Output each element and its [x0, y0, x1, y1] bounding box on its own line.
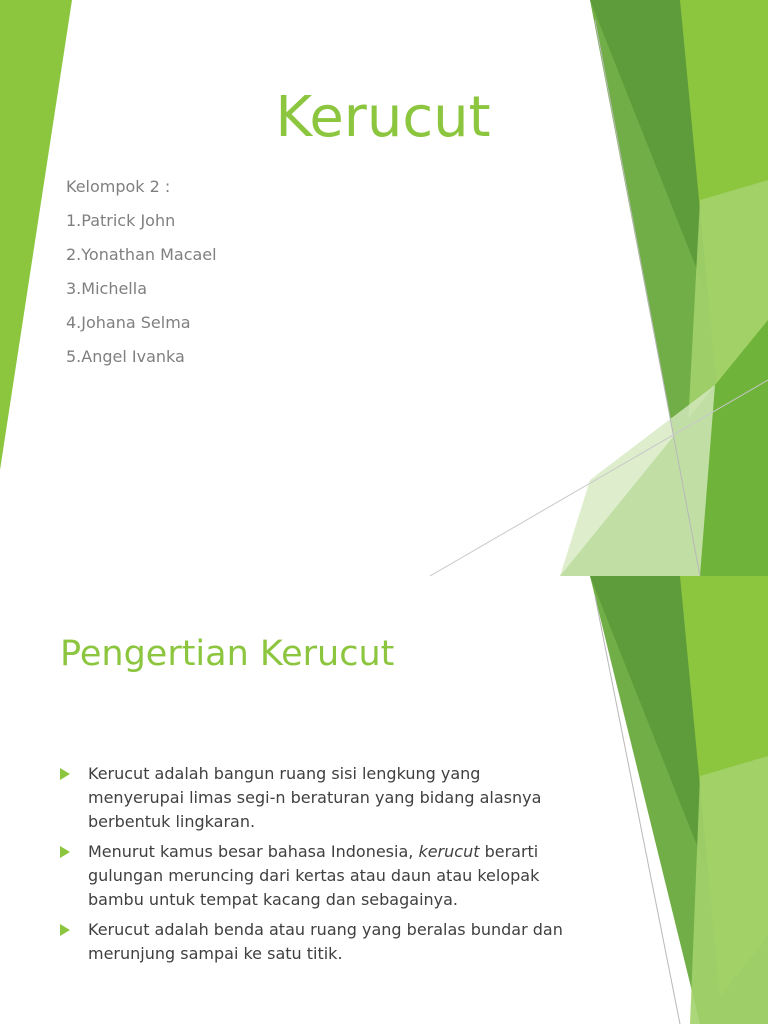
member-item: 3.Michella	[66, 279, 147, 298]
left-green-wedge	[0, 0, 72, 470]
bullet-text-emphasis: kerucut	[418, 842, 480, 861]
bullet-text-before: Menurut kamus besar bahasa Indonesia,	[88, 842, 419, 861]
member-item: 5.Angel Ivanka	[66, 347, 185, 366]
bullet-arrow-icon	[60, 768, 70, 780]
bullet-text: Kerucut adalah bangun ruang sisi lengkung yang menyerupai limas segi-n beraturan yang bidang alasnya berbentuk lingkaran.	[88, 764, 542, 831]
member-item: 4.Johana Selma	[66, 313, 191, 332]
slide-title: Kerucut	[275, 85, 491, 150]
bullet-item	[60, 840, 580, 912]
bullet-arrow-icon	[60, 924, 70, 936]
member-list	[66, 172, 217, 376]
bullet-item	[60, 918, 580, 966]
translucent-triangle	[560, 385, 715, 576]
definition-slide	[0, 576, 768, 1024]
pale-green-shard	[690, 756, 768, 1024]
slide-title: Pengertian Kerucut	[60, 634, 395, 674]
bullet-text-after: berarti gulungan meruncing dari kertas atau daun atau kelopak bambu untuk tempat kacang dan sebagainya.	[88, 842, 540, 909]
bullet-item	[60, 762, 580, 834]
bullet-list	[60, 762, 580, 972]
member-item: 1.Patrick John	[66, 211, 176, 230]
member-item: 2.Yonathan Macael	[66, 245, 217, 264]
member-item: Kelompok 2 :	[66, 177, 171, 196]
bullet-arrow-icon	[60, 846, 70, 858]
bullet-text: Kerucut adalah benda atau ruang yang beralas bundar dan merunjung sampai ke satu titik.	[88, 920, 563, 963]
